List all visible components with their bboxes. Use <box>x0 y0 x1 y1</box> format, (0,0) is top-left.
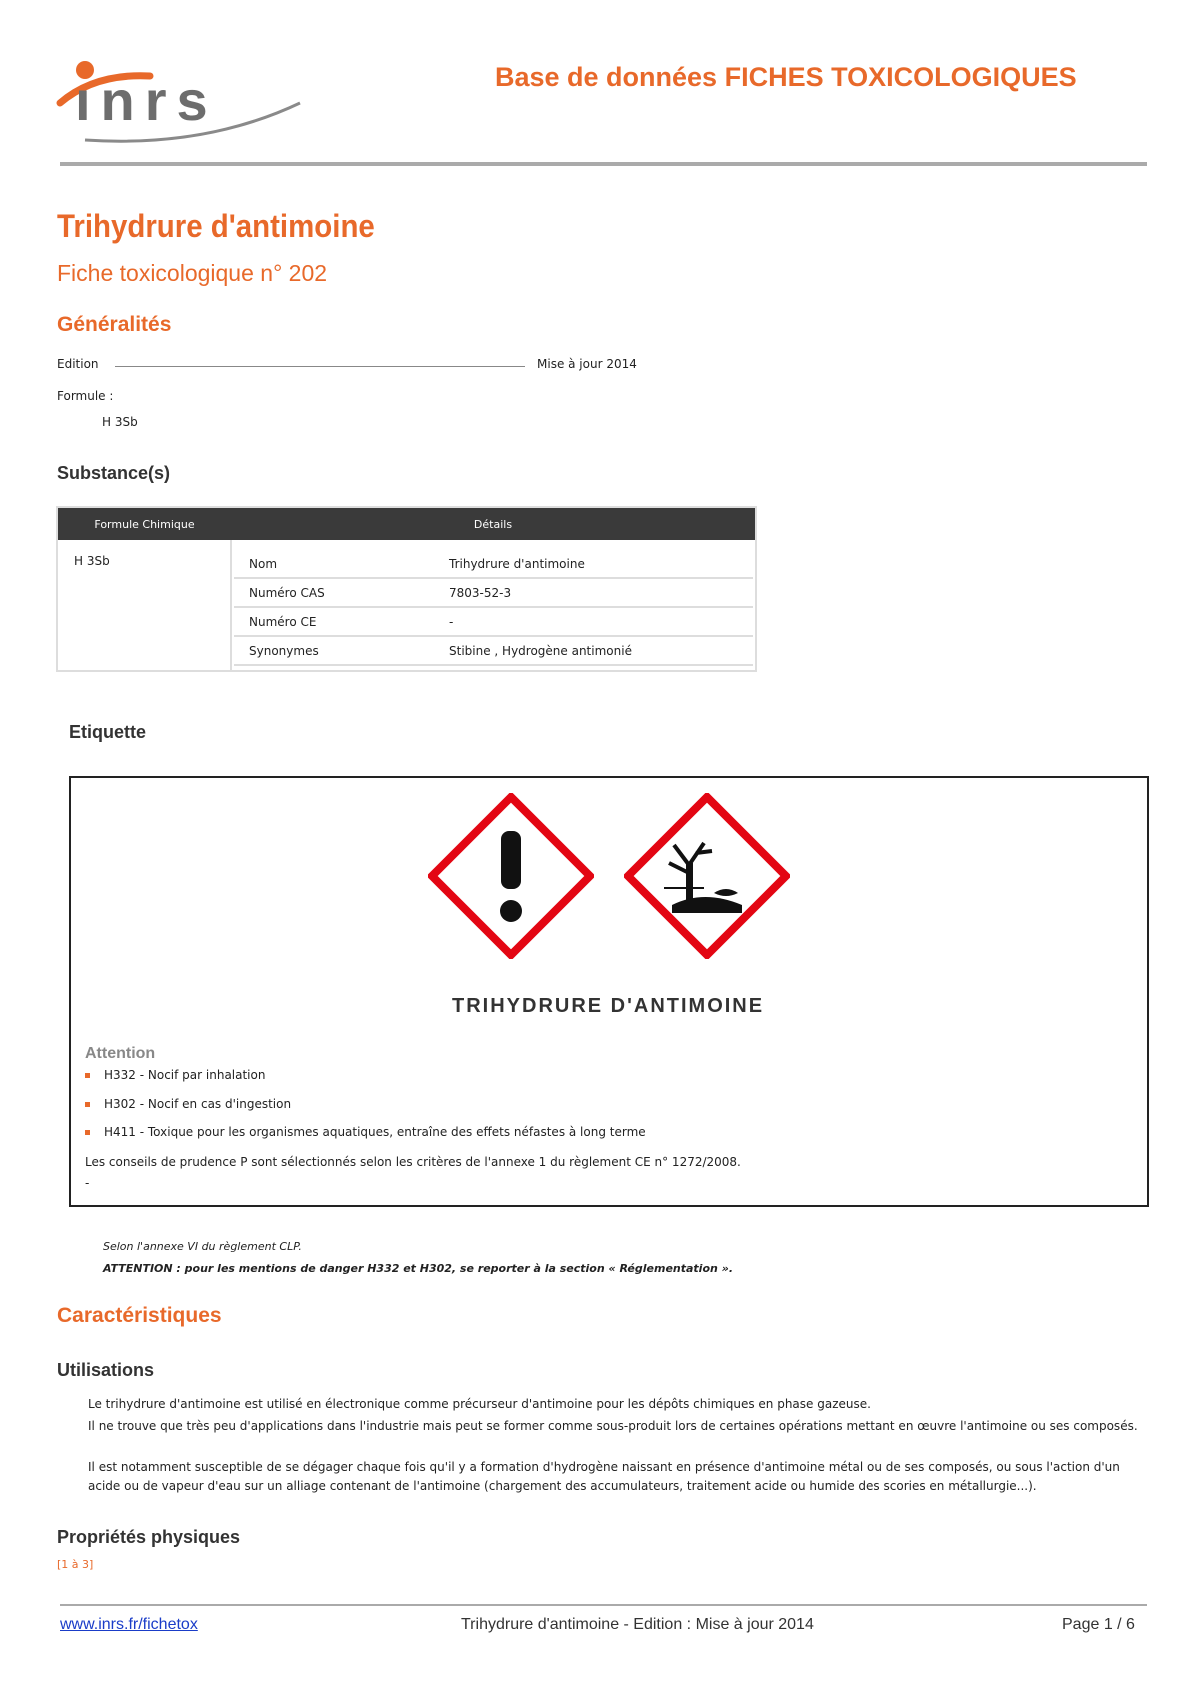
detail-key: Numéro CAS <box>234 578 434 607</box>
prudence-dash: - <box>85 1176 90 1190</box>
hazard-statement: H302 - Nocif en cas d'ingestion <box>85 1097 291 1111</box>
section-proprietes-physiques: Propriétés physiques <box>57 1527 241 1547</box>
environment-hazard-icon <box>624 793 790 959</box>
footer-divider <box>60 1604 1147 1606</box>
section-substances: Substance(s) <box>57 463 171 483</box>
edition-value: Mise à jour 2014 <box>537 357 637 371</box>
fichetox-link[interactable]: www.inrs.fr/fichetox <box>60 1616 198 1633</box>
utilisations-paragraph: Il est notamment susceptible de se dégager chaque fois qu'il y a formation d'hydrogène naissant en présence d'antimoine métal ou de ses composés, ou sous l'action d'un acide ou de vapeur d'eau sur un alliage contenant de l'antimoine (chargement des accumulateurs, traitement acide ou humide des scories en métallurgie...). <box>88 1460 1120 1493</box>
detail-key: Synonymes <box>234 636 434 665</box>
label-box <box>69 776 1149 1207</box>
detail-value: 7803-52-3 <box>434 578 753 607</box>
table-row <box>234 636 753 665</box>
bullet-icon <box>85 1102 90 1107</box>
exclamation-mark-icon <box>428 793 594 959</box>
label-substance-name: TRIHYDRURE D'ANTIMOINE <box>452 995 765 1017</box>
detail-value: Trihydrure d'antimoine <box>434 550 753 578</box>
formule-label: Formule : <box>57 389 114 403</box>
table-row <box>234 550 753 578</box>
table-row <box>234 578 753 607</box>
page-title: Trihydrure d'antimoine <box>57 208 375 244</box>
hazard-statement: H411 - Toxique pour les organismes aquatiques, entraîne des effets néfastes à long terme <box>85 1125 646 1139</box>
signal-word: Attention <box>85 1045 156 1062</box>
page-number: Page 1 / 6 <box>1062 1616 1135 1633</box>
section-caracteristiques: Caractéristiques <box>57 1304 222 1327</box>
section-generalites: Généralités <box>57 313 172 336</box>
svg-text:ınrs: ınrs <box>75 69 218 132</box>
detail-key: Nom <box>234 550 434 578</box>
formule-value: H 3Sb <box>102 415 138 429</box>
col-formula-header: Formule Chimique <box>57 507 231 540</box>
page-subtitle: Fiche toxicologique n° 202 <box>57 260 328 286</box>
attention-note: ATTENTION : pour les mentions de danger H332 et H302, se reporter à la section « Réglementation ». <box>103 1262 734 1275</box>
detail-value: Stibine , Hydrogène antimonié <box>434 636 753 665</box>
section-utilisations: Utilisations <box>57 1360 155 1380</box>
utilisations-paragraph: Le trihydrure d'antimoine est utilisé en électronique comme précurseur d'antimoine pour les dépôts chimiques en phase gazeuse. <box>88 1397 871 1411</box>
table-row <box>234 607 753 636</box>
prudence-note: Les conseils de prudence P sont sélectionnés selon les critères de l'annexe 1 du règlement CE n° 1272/2008. <box>85 1155 741 1169</box>
col-details-header: Détails <box>231 507 756 540</box>
detail-value: - <box>434 607 753 636</box>
inrs-logo <box>55 58 305 148</box>
substances-table <box>56 506 757 672</box>
bullet-icon <box>85 1073 90 1078</box>
bullet-icon <box>85 1130 90 1135</box>
hazard-statement: H332 - Nocif par inhalation <box>85 1068 265 1082</box>
utilisations-paragraph: Il ne trouve que très peu d'applications dans l'industrie mais peut se former comme sous-produit lors de certaines opérations mettant en œuvre l'antimoine ou ses composés. <box>88 1419 1138 1433</box>
footer-doc-info: Trihydrure d'antimoine - Edition : Mise à jour 2014 <box>461 1616 814 1633</box>
edition-label: Edition <box>57 357 99 371</box>
header-title: Base de données FICHES TOXICOLOGIQUES <box>495 62 1077 92</box>
reference-link[interactable]: [1 à 3] <box>57 1558 94 1571</box>
section-etiquette: Etiquette <box>69 722 147 742</box>
detail-key: Numéro CE <box>234 607 434 636</box>
details-table <box>234 550 753 666</box>
edition-leader <box>115 366 525 367</box>
header-divider <box>60 162 1147 166</box>
clp-note: Selon l'annexe VI du règlement CLP. <box>103 1240 302 1253</box>
formula-cell: H 3Sb <box>57 540 231 671</box>
